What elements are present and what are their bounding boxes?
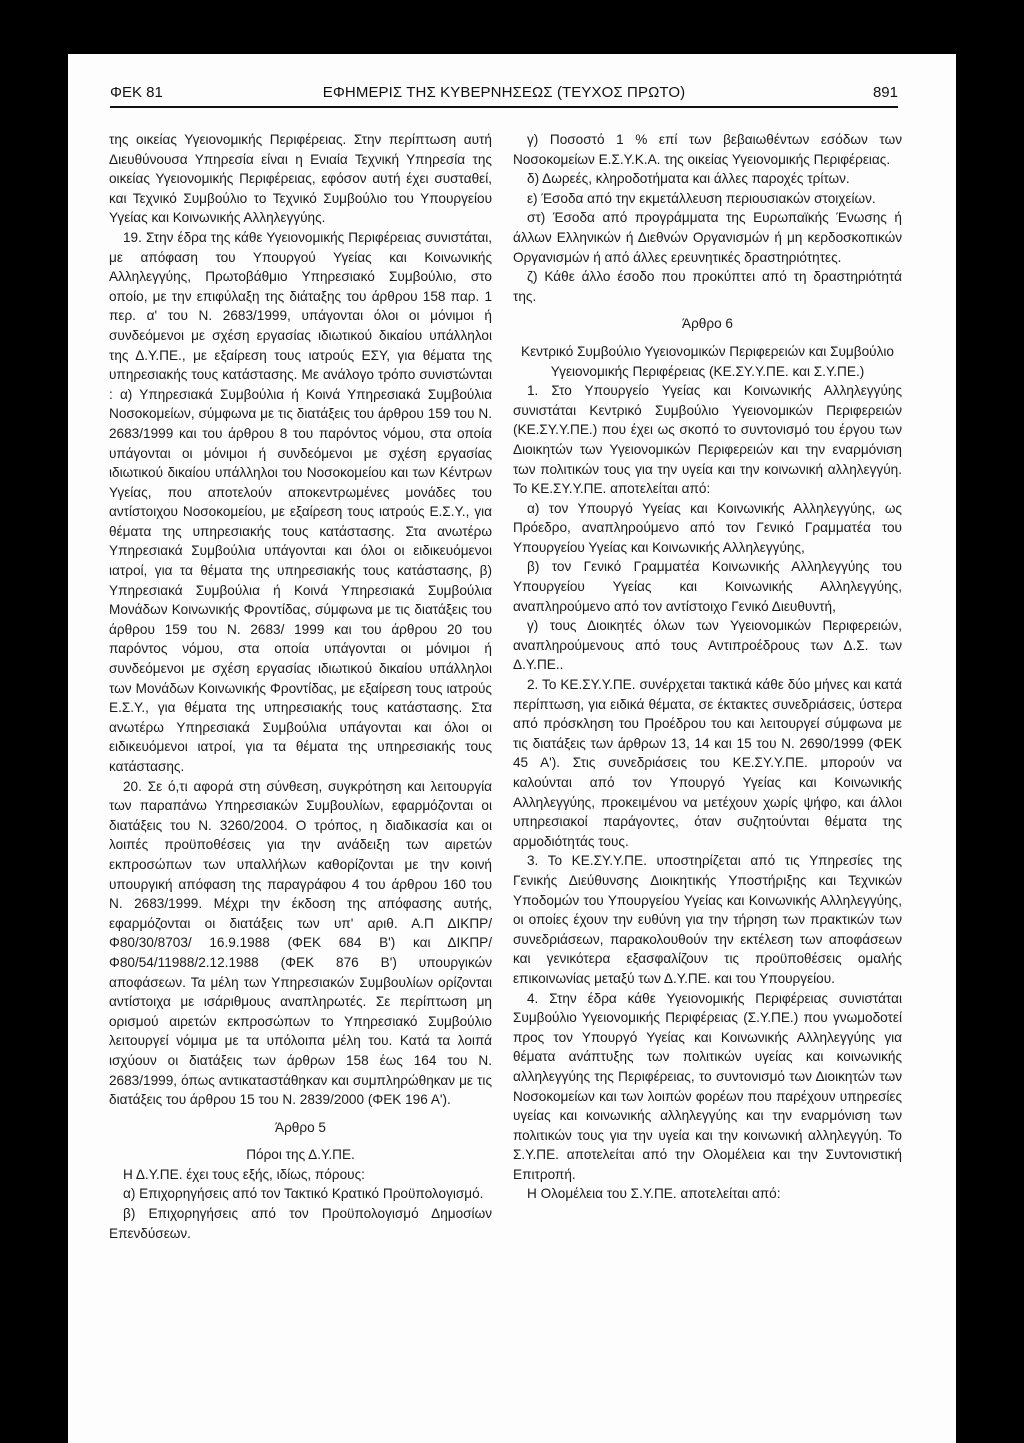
issue-number: ΦΕΚ 81 bbox=[110, 84, 163, 101]
article-6-paragraph-1a: α) τον Υπουργό Υγείας και Κοινωνικής Αλληλεγγύης, ως Πρόεδρο, αναπληρούμενο από τον Γενικό Γραμματέα του Υπουργείου Υγείας και Κοινωνικής Αλληλεγγύης, bbox=[513, 500, 902, 555]
page-number: 891 bbox=[872, 84, 898, 101]
article-5-item-e: ε) Έσοδα από την εκμετάλλευση περιουσιακών στοιχείων. bbox=[527, 190, 876, 206]
article-6-paragraph-3: 3. Το ΚΕ.ΣΥ.Υ.ΠΕ. υποστηρίζεται από τις Υπηρεσίες της Γενικής Διεύθυνσης Διοικητικής Υποστήριξης και Τεχνικών Υποδομών του Υπουργείου Υγείας και Κοινωνικής Αλληλεγγύης, οι οποίες έχουν την ευθύνη για την τήρηση των πρακτικών των συνεδριάσεων, παρακολουθούν την εκτέλεση των αποφάσεων και γενικότερα εξασφαλίζουν τις προϋποθέσεις ομαλής επικοινωνίας μεταξύ των Δ.Υ.ΠΕ. και του Υπουργείου. bbox=[513, 853, 902, 986]
gazette-title: ΕΦΗΜΕΡΙΣ ΤΗΣ ΚΥΒΕΡΝΗΣΕΩΣ (ΤΕΥΧΟΣ ΠΡΩΤΟ) bbox=[322, 84, 686, 101]
article-6-paragraph-4: 4. Στην έδρα κάθε Υγειονομικής Περιφέρειας συνιστάται Συμβούλιο Υγειονομικής Περιφέρειας (Σ.Υ.ΠΕ.) που γνωμοδοτεί προς τον Υπουργό Υγείας και Κοινωνικής Αλληλεγγύης για θέματα ανάπτυξης των πολιτικών υγείας και κοινωνικής αλληλεγγύης της Περιφέρειας, το συντονισμό των Διοικητών των Νοσοκομείων και των λοιπών φορέων που παρέχουν υπηρεσίες υγείας και κοινωνικής αλληλεγγύης και την εναρμόνιση των πολιτικών τους για την υγεία και την κοινωνική αλληλεγγύη. Το Σ.Υ.ΠΕ. αποτελείται από την Ολομέλεια και την Συντονιστική Επιτροπή. bbox=[513, 990, 902, 1182]
spacer bbox=[109, 1137, 492, 1145]
article-5-item-z: ζ) Κάθε άλλο έσοδο που προκύπτει από τη δραστηριότητά της. bbox=[513, 269, 902, 304]
article-6-subtitle: Κεντρικό Συμβούλιο Υγειονομικών Περιφερειών και Συμβούλιο Υγειονομικής Περιφέρειας (ΚΕ.ΣΥ.Υ.ΠΕ. και Σ.Υ.ΠΕ.) bbox=[521, 343, 894, 379]
left-column bbox=[109, 130, 492, 1243]
spacer bbox=[109, 1110, 492, 1118]
paragraph-19: 19. Στην έδρα της κάθε Υγειονομικής Περιφέρειας συνιστάται, με απόφαση του Υπουργού Υγείας και Κοινωνικής Αλληλεγγύης, Πρωτοβάθμιο Υπηρεσιακό Συμβούλιο, στο οποίο, με την επιφύλαξη της διάταξης του άρθρου 158 παρ. 1 περ. α' του Ν. 2683/1999, υπάγονται όλοι οι μόνιμοι ή συνδεόμενοι με σχέση εργασίας ιδιωτικού δικαίου υπάλληλοι της Δ.Υ.ΠΕ., με εξαίρεση τους ιατρούς ΕΣΥ, για θέματα της υπηρεσιακής τους κατάστασης. Με ανάλογο τρόπο συνιστώνται : α) Υπηρεσιακά Συμβούλια ή Κοινά Υπηρεσιακά Συμβούλια Νοσοκομείων, σύμφωνα με τις διατάξεις του άρθρου 159 του Ν. 2683/1999 και του άρθρου 8 του παρόντος νόμου, στα οποία υπάγονται οι μόνιμοι ή συνδεόμενοι με σχέση εργασίας ιδιωτικού δικαίου υπάλληλοι του Νοσοκομείου και των Κέντρων Υγείας, που αποτελούν αποκεντρωμένες μονάδες του αντίστοιχου Νοσοκομείου, με εξαίρεση τους ιατρούς Ε.Σ.Υ., για θέματα της υπηρεσιακής τους κατάστασης. Στα ανωτέρω Υπηρεσιακά Συμβούλια υπάγονται και όλοι οι ειδικευόμενοι ιατροί, για τα θέματα της υπηρεσιακής τους κατάστασης, β) Υπηρεσιακά Συμβούλια ή Κοινά Υπηρεσιακά Συμβούλια Μονάδων Κοινωνικής Φροντίδας, σύμφωνα με τις διατάξεις του άρθρου 159 του Ν. 2683/ 1999 και του άρθρου 20 του παρόντος νόμου, στα οποία υπάγονται οι μόνιμοι ή συνδεόμενοι με σχέση εργασίας ιδιωτικού δικαίου υπάλληλοι των Μονάδων Κοινωνικής Φροντίδας, με εξαίρεση τους ιατρούς Ε.Σ.Υ., για θέματα της υπηρεσιακής τους κατάστασης. Στα ανωτέρω Υπηρεσιακά Συμβούλια υπάγονται και όλοι οι ειδικευόμενοι ιατροί, για τα θέματα της υπηρεσιακής τους κατάστασης. bbox=[109, 229, 492, 774]
article-5-item-a: α) Επιχορηγήσεις από τον Τακτικό Κρατικό Προϋπολογισμό. bbox=[123, 1186, 484, 1202]
article-5-item-b: β) Επιχορηγήσεις από τον Προϋπολογισμό Δημοσίων Επενδύσεων. bbox=[109, 1206, 492, 1241]
paragraph-20: 20. Σε ό,τι αφορά στη σύνθεση, συγκρότηση και λειτουργία των παραπάνω Υπηρεσιακών Συμβουλίων, εφαρμόζονται οι διατάξεις του Ν. 3260/2004. Ο τρόπος, η διαδικασία και οι λοιπές προϋποθέσεις για την ανάδειξη των αιρετών εκπροσώπων των υπαλλήλων καθορίζονται με την κοινή υπουργική απόφαση της παραγράφου 4 του άρθρου 160 του Ν. 2683/1999. Μέχρι την έκδοση της απόφασης αυτής, εφαρμόζονται οι διατάξεις των υπ' αριθ. Α.Π ΔΙΚΠΡ/Φ80/30/8703/ 16.9.1988 (ΦΕΚ 684 Β') και ΔΙΚΠΡ/ Φ80/54/11988/2.12.1988 (ΦΕΚ 876 Β') υπουργικών αποφάσεων. Τα μέλη των Υπηρεσιακών Συμβουλίων ορίζονται αντίστοιχα με ισάριθμους αναπληρωτές. Σε περίπτωση μη ορισμού αιρετών εκπροσώπων το Υπηρεσιακό Συμβούλιο λειτουργεί νόμιμα με τα υπόλοιπα μέλη του. Κατά τα λοιπά ισχύουν οι διατάξεις των άρθρων 158 έως 164 του Ν. 2683/1999, όπως αντικαταστάθηκαν και συμπληρώθηκαν με τις διατάξεις του άρθρου 15 του Ν. 2839/2000 (ΦΕΚ 196 Α'). bbox=[109, 778, 492, 1108]
article-5-item-g: γ) Ποσοστό 1 % επί των βεβαιωθέντων εσόδων των Νοσοκομείων Ε.Σ.Υ.Κ.Α. της οικείας Υγειονομικής Περιφέρειας. bbox=[513, 132, 902, 167]
paragraph-continuation: της οικείας Υγειονομικής Περιφέρειας. Στην περίπτωση αυτή Διευθύνουσα Υπηρεσία είναι η Ενιαία Τεχνική Υπηρεσία της οικείας Υγειονομικής Περιφέρειας, εφόσον αυτή έχει συσταθεί, και Τεχνικό Συμβούλιο το Τεχνικό Συμβούλιο του Υπουργείου Υγείας και Κοινωνικής Αλληλεγγύης. bbox=[109, 132, 492, 226]
article-6-title: Άρθρο 6 bbox=[682, 316, 733, 332]
article-5-intro: Η Δ.Υ.ΠΕ. έχει τους εξής, ιδίως, πόρους: bbox=[123, 1166, 365, 1182]
header-rule bbox=[110, 106, 898, 108]
article-5-item-st: στ) Έσοδα από προγράμματα της Ευρωπαϊκής Ένωσης ή άλλων Ελληνικών ή Διεθνών Οργανισμών ή μη κερδοσκοπικών Οργανισμών ή από άλλες ερευνητικές δραστηριότητες. bbox=[513, 210, 902, 265]
article-6-paragraph-1b: β) τον Γενικό Γραμματέα Κοινωνικής Αλληλεγγύης του Υπουργείου Υγείας και Κοινωνικής Αλληλεγγύης, αναπληρούμενο από τον αντίστοιχο Γενικό Διευθυντή, bbox=[513, 559, 902, 614]
article-5-item-d: δ) Δωρεές, κληροδοτήματα και άλλες παροχές τρίτων. bbox=[527, 171, 850, 187]
article-6-paragraph-1c: γ) τους Διοικητές όλων των Υγειονομικών Περιφερειών, αναπληρούμενους από τους Αντιπροέδρους των Δ.Σ. των Δ.Υ.ΠΕ.. bbox=[513, 618, 902, 673]
article-6-paragraph-4b: Η Ολομέλεια του Σ.Υ.ΠΕ. αποτελείται από: bbox=[527, 1186, 781, 1202]
page-header bbox=[110, 84, 898, 106]
article-5-subtitle: Πόροι της Δ.Υ.ΠΕ. bbox=[246, 1147, 355, 1163]
article-5-title: Άρθρο 5 bbox=[275, 1119, 326, 1135]
spacer bbox=[513, 306, 902, 314]
spacer bbox=[513, 334, 902, 342]
right-column bbox=[513, 130, 902, 1204]
article-6-paragraph-1: 1. Στο Υπουργείο Υγείας και Κοινωνικής Αλληλεγγύης συνιστάται Κεντρικό Συμβούλιο Υγειονομικών Περιφερειών (ΚΕ.ΣΥ.Υ.ΠΕ.) που έχει ως σκοπό το συντονισμό του έργου των Διοικητών των Υγειονομικών Περιφερειών και την εναρμόνιση των πολιτικών τους για την υγεία και την κοινωνική αλληλεγγύη. Το ΚΕ.ΣΥ.Υ.ΠΕ. αποτελείται από: bbox=[513, 383, 902, 497]
article-6-paragraph-2: 2. Το ΚΕ.ΣΥ.Υ.ΠΕ. συνέρχεται τακτικά κάθε δύο μήνες και κατά περίπτωση, για ειδικά θέματα, σε έκτακτες συνεδριάσεις, ύστερα από πρόσκληση του Προέδρου του και λειτουργεί σύμφωνα με τις διατάξεις των άρθρων 13, 14 και 15 του Ν. 2690/1999 (ΦΕΚ 45 Α'). Στις συνεδριάσεις του ΚΕ.ΣΥ.Υ.ΠΕ. μπορούν να καλούνται από τον Υπουργό Υγείας και Κοινωνικής Αλληλεγγύης, προκειμένου να μετέχουν χωρίς ψήφο, και άλλοι υπηρεσιακοί παράγοντες, όταν συζητούνται θέματα της αρμοδιότητάς τους. bbox=[513, 677, 902, 849]
